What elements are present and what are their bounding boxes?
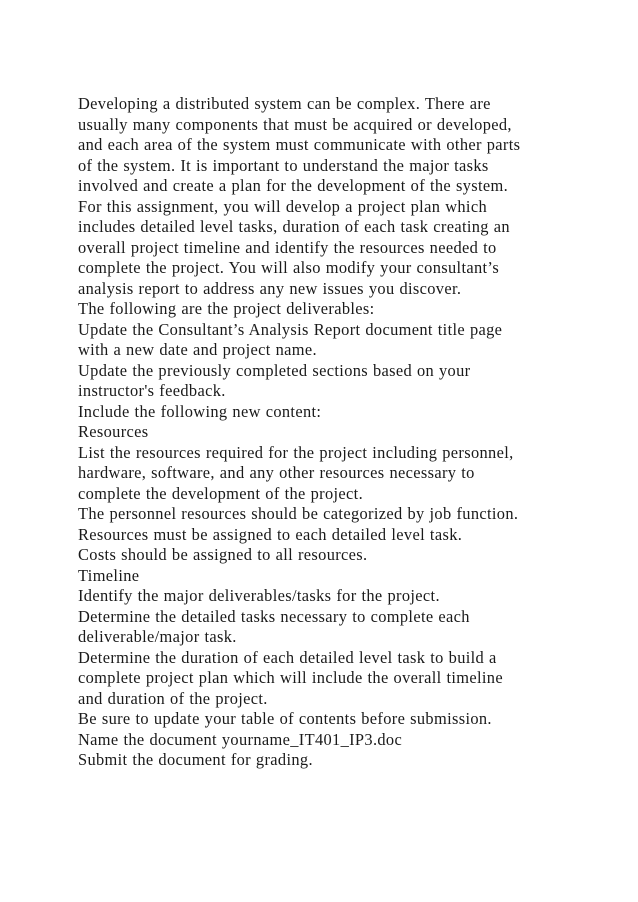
text-line: analysis report to address any new issues you discover. [78, 278, 462, 298]
text-line: deliverable/major task. [78, 627, 237, 646]
text-line: Identify the major deliverables/tasks for the project. [78, 586, 440, 605]
text-line: Developing a distributed system can be complex. There are [78, 94, 491, 113]
text-line: List the resources required for the project including personnel, [78, 442, 514, 462]
text-line: complete the development of the project. [78, 483, 364, 503]
text-line: Costs should be assigned to all resources. [78, 545, 368, 564]
text-line: Update the previously completed sections based on your [78, 360, 471, 380]
text-line: complete project plan which will include the overall timeline [78, 668, 503, 687]
text-line: Determine the duration of each detailed level task to build a [78, 647, 497, 667]
text-line: instructor's feedback. [78, 381, 226, 400]
text-line: with a new date and project name. [78, 340, 317, 359]
text-line: involved and create a plan for the development of the system. [78, 176, 509, 195]
text-line: Name the document yourname_IT401_IP3.doc [78, 729, 403, 749]
text-line: The following are the project deliverables: [78, 299, 375, 318]
text-line: includes detailed level tasks, duration of each task creating an [78, 217, 510, 236]
text-line: The personnel resources should be categorized by job function. [78, 504, 519, 523]
text-line: and each area of the system must communicate with other parts [78, 135, 521, 154]
text-line: overall project timeline and identify the resources needed to [78, 237, 497, 257]
text-line: usually many components that must be acquired or developed, [78, 114, 512, 134]
text-line: Resources must be assigned to each detailed level task. [78, 524, 463, 544]
text-line: Include the following new content: [78, 401, 322, 421]
text-line: Submit the document for grading. [78, 750, 313, 769]
text-line: hardware, software, and any other resources necessary to [78, 463, 475, 482]
text-line: of the system. It is important to understand the major tasks [78, 155, 489, 175]
text-line: Be sure to update your table of contents before submission. [78, 709, 492, 728]
section-heading-timeline: Timeline [78, 565, 140, 585]
text-line: Update the Consultant’s Analysis Report document title page [78, 319, 503, 339]
text-line: Determine the detailed tasks necessary to complete each [78, 606, 470, 626]
assignment-text [78, 94, 598, 771]
text-line: complete the project. You will also modify your consultant’s [78, 258, 500, 277]
text-line: For this assignment, you will develop a project plan which [78, 196, 488, 216]
text-line: and duration of the project. [78, 688, 268, 708]
section-heading-resources: Resources [78, 422, 149, 441]
